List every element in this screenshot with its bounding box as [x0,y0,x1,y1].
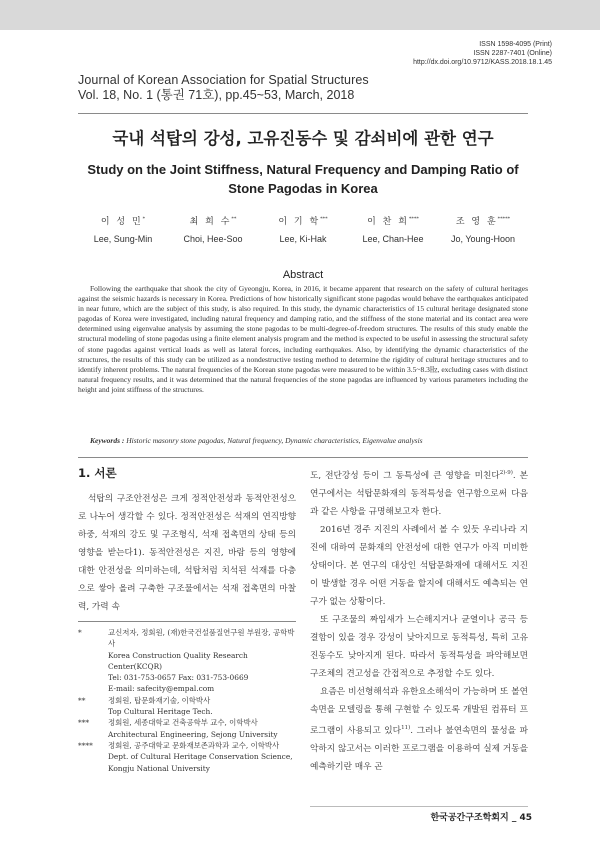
author-name-ko: 이 성 민 [100,217,143,227]
paragraph: 2016년 경주 지진의 사례에서 볼 수 있듯 우리나라 지진에 대하여 문화재의 안전성에 대한 연구가 아직 미비한 상태이다. 본 연구의 대상인 석탑문화재에 대해서도 지진이 발생할 경우 어떤 거동을 할지에 대해서도 예측되는 연구가 없는 상황이다. [310,524,528,607]
intro-right-column [310,464,528,776]
footnote-mark: *** [78,718,90,728]
paragraph-text: . 그러나 불연속면의 물성을 파악하지 않고서는 이러한 프로그램을 이용하여 실제 거동을 예측하기란 매우 곤 [310,725,528,772]
header-band [0,0,600,30]
footnote-mark: ** [78,695,86,705]
author-name-en: Lee, Chan-Hee [362,234,424,244]
issn-online: ISSN 2287-7401 (Online) [473,50,552,57]
journal-name: Journal of Korean Association for Spatial Structures [78,73,369,87]
author [78,214,168,244]
author-mark: * [142,216,146,222]
author-mark: ** [231,216,237,222]
author-name-en: Lee, Ki-Hak [279,234,327,244]
footnote-email[interactable]: E-mail: safecity@empal.com [108,684,215,694]
intro-left-column: 석탑의 구조안전성은 크게 정적안전성과 동적안전성으로 나누어 생각할 수 있다. 정적안전성은 석재의 연직방향 하중, 석재의 강도 및 구조형식, 석재 접촉면의 상태 등의 영향을 받는다1). 동적안전성은 지진, 바람 등의 영향에 대한 안전성을 의미하는데, 석탑처럼 치석된 석재를 다층으로 쌓아 올려 구축한 구조물에서는 석재 접촉면의 마찰력, 가력 속 [78,494,296,612]
author-name-en: Jo, Young-Hoon [450,234,516,244]
footnote [78,717,296,740]
footer-divider [310,806,528,807]
footnote [78,695,296,718]
top-divider [78,113,528,114]
issn-block [413,40,552,67]
keywords-label: Keywords : [90,436,125,445]
citation-ref: 11) [401,724,411,731]
footnote-line: Dept. of Cultural Heritage Conservation Science, Kongju National University [108,752,293,773]
footnote [78,627,296,695]
author [438,214,528,244]
paragraph: 또 구조물의 짜임새가 느슨해지거나 균열이나 공극 등 결함이 있을 경우 강성이 낮아지므로 동적특성, 특히 고유진동수도 낮아지게 된다. 따라서 동적특성을 파악해보면 구조체의 견고성을 간접적으로 추정할 수도 있다. [310,614,528,679]
author-name-ko: 조 영 훈 [455,217,498,227]
footnote-line: Korea Construction Quality Research Center(KCQR) [108,650,248,671]
footnote-line: 교신저자, 정회원, (재)한국건설품질연구원 부원장, 공학박사 [108,628,295,649]
abstract-heading: Abstract [282,269,324,281]
paragraph-text: . 본 연구에서는 석탑문화재의 동적특성을 연구함으로써 다음과 같은 사항을 규명해보고자 한다. [310,470,528,517]
paragraph [310,683,528,776]
footnote-line: Top Cultural Heritage Tech. [108,707,213,717]
title-korean: 국내 석탑의 강성, 고유진동수 및 감쇠비에 관한 연구 [112,129,494,148]
volume-info: Vol. 18, No. 1 (통권 71호), pp.45~53, March, 2018 [78,88,355,102]
paragraph-text: 도, 전단강성 등이 그 동특성에 큰 영향을 미친다 [310,470,500,481]
abstract-text: Following the earthquake that shook the city of Gyeongju, Korea, in 2016, it became apparent that research on the safety of cultural heritages against the seismic hazards is necessary in Korea. Predictions of how historically significant stone pagodas would behave the earthquakes anticipated in near future, which are the subject of this study, is also required. In this study, the dynamic characteristics of 15 cultural heritage designated stone pagodas of Korea were investigated, including natural frequency and damping ratio, and the stiffness of the stone material and its contact area were determined using eigenvalue analysis by assuming the stone pagodas to be multi-degree-of-freedom structures. The results of this study enable the structural modeling of stone pagodas using a finite element analysis program and the method is expected to be useful in assessing the structural safety of stone pagodas against vertical loads as well as lateral forces, including earthquakes. Also, by identifying the dynamic characteristics of the structures, the results of this study can be utilized as a nondestructive testing method to determine the rigidity of cultural heritage structures and to identify inherent problems. The natural frequencies of the Korean stone pagodas were measured to be within 3.5~8.3㎐, excluding cases with distinct natural frequency results, and it was determined that the natural frequencies of the stone pagodas are influenced by various parameters including the height and joint stiffness of the structures. [78,284,528,394]
keywords-line [90,436,520,445]
title-english-line-2: Stone Pagodas in Korea [228,181,378,196]
author-name-en: Lee, Sung-Min [93,234,153,244]
paragraph [310,464,528,521]
footnote-mark: **** [78,740,93,750]
footnote-line: 정회원, 공주대학교 문화재보존과학과 교수, 이학박사 [108,740,280,750]
doi-link[interactable]: http://dx.doi.org/10.9712/KASS.2018.18.1.45 [413,59,552,66]
author-name-en: Choi, Hee-Soo [183,234,243,244]
page-footer: 한국공간구조학회지 _ 45 [430,813,532,823]
footnote-line: Architectural Engineering, Sejong University [108,729,278,739]
section-heading: 1. 서론 [78,466,117,480]
author-name-ko: 최 희 수 [189,217,232,227]
author-name-ko: 이 찬 희 [367,217,409,227]
footnote-line: 정회원, 탑문화재기술, 이학박사 [108,695,211,705]
author-mark: **** [408,216,419,222]
footnote [78,740,296,774]
author [348,214,438,244]
paragraph-text: 요즘은 비선형해석과 유한요소해석이 가능하며 또 볼연속면을 모델링을 통해 구현할 수 있도록 개발된 컴퓨터 프로그램이 사용되고 있다 [310,686,528,736]
author-list [78,214,528,244]
abstract-divider [78,457,528,458]
footnote-line: Tel: 031-753-0657 Fax: 031-753-0669 [108,673,249,683]
citation-ref: 2)-9) [499,470,513,476]
issn-print: ISSN 1598-4095 (Print) [479,41,552,48]
footnote-mark: * [78,628,82,637]
footnote-divider [78,621,296,622]
title-english-line-1: Study on the Joint Stiffness, Natural Frequency and Damping Ratio of [87,162,519,177]
footnotes [78,627,296,774]
author-mark: ***** [497,216,511,222]
author-mark: *** [320,216,328,222]
title-english [78,160,528,198]
author [258,214,348,244]
author-name-ko: 이 기 학 [278,217,321,227]
author [168,214,258,244]
keywords-list: Historic masonry stone pagodas, Natural frequency, Dynamic characteristics, Eigenvalue analysis [126,436,423,445]
footnote-line: 정회원, 세종대학교 건축공학부 교수, 이학박사 [108,718,258,728]
